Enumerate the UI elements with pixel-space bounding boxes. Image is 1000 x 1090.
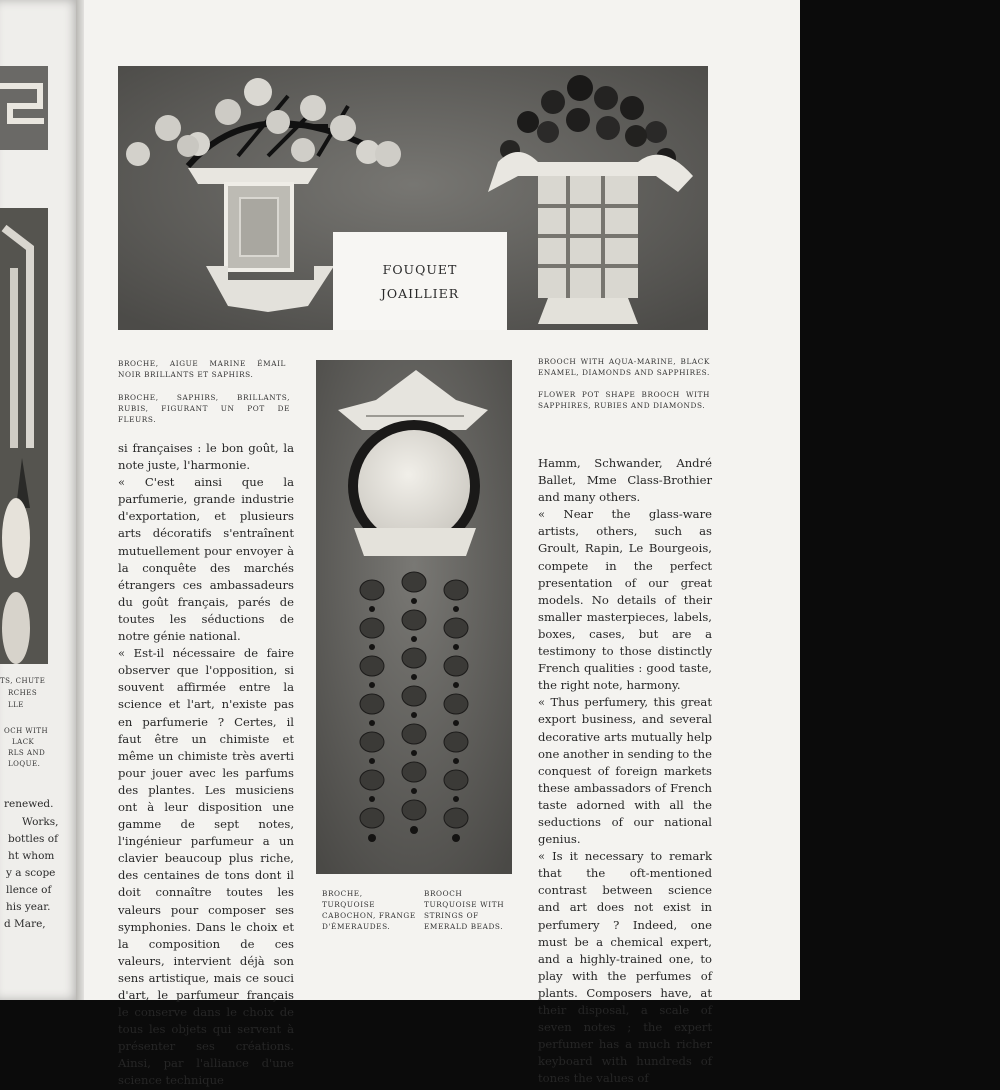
left-caption-line: RCHES bbox=[8, 689, 38, 697]
left-text-line: d Mare, bbox=[4, 918, 46, 930]
french-paragraph: « Est-il nécessaire de faire observer que l'opposition, si souvent affirmée entre la science et l'art, n'existe pas en parfumerie ? Certes, il faut être un chimiste et même un chimiste très averti pour jouer avec les parfums des plantes. Les musiciens ont à leur disposition une gamme de sept notes, l'ingénieur parfumeur a un clavier beaucoup plus riche, des centaines de tons dont il doit connaître toutes les valeurs pour composer ses symphonies. Dans le choix et la composition de ces valeurs, intervient déjà son sens artistique, mais ce souci d'art, le parfumeur français le conserve dans le choix de tous les objets qui servent à présenter ses créations. Ainsi, par l'alliance d'une science technique bbox=[118, 646, 294, 1088]
plaque-subtitle: JOAILLIER bbox=[380, 286, 460, 301]
left-caption-line: LACK bbox=[12, 738, 35, 746]
caption-fr-flowerpot: BROCHE, SAPHIRS, BRILLANTS, RUBIS, FIGURANT UN POT DE FLEURS. bbox=[118, 393, 290, 424]
left-text-line: renewed. bbox=[4, 798, 54, 810]
left-text-line: Works, bbox=[22, 816, 59, 828]
french-paragraph: si françaises : le bon goût, la note juste, l'harmonie. bbox=[118, 441, 294, 473]
caption-fr-turquoise: BROCHE, TURQUOISE CABOCHON, FRANGE D'ÉMERAUDES. bbox=[322, 889, 416, 931]
left-jewel-photo-main bbox=[0, 208, 48, 664]
left-text-line: llence of bbox=[6, 884, 52, 896]
left-text-line: his year. bbox=[6, 901, 51, 913]
plaque-title: FOUQUET bbox=[382, 262, 458, 277]
left-jewel-photo-top bbox=[0, 66, 48, 150]
left-caption-line: TS, CHUTE bbox=[0, 677, 46, 685]
left-caption-line: LOQUE. bbox=[8, 760, 41, 768]
english-paragraph: « Is it necessary to remark that the oft-mentioned contrast between science and art does not exist in perfumery ? Indeed, one must be a chemical expert, and a highly-trained one, to play with the perfumes of plants. Composers have, at their disposal, a scale of seven notes ; the expert perfumer has a much richer keyboard with hundreds of tones the values of bbox=[538, 849, 712, 1086]
left-text-line: bottles of bbox=[8, 833, 58, 845]
caption-en-aquamarine: BROOCH WITH AQUA-MARINE, BLACK ENAMEL, DIAMONDS AND SAPPHIRES. bbox=[538, 357, 710, 377]
fouquet-joaillier-plaque bbox=[333, 232, 507, 330]
caption-en-turquoise: BROOCH TURQUOISE WITH STRINGS OF EMERALD BEADS. bbox=[424, 889, 505, 931]
turquoise-brooch-photo bbox=[316, 360, 512, 874]
caption-en-flowerpot: FLOWER POT SHAPE BROOCH WITH SAPPHIRES, RUBIES AND DIAMONDS. bbox=[538, 390, 710, 410]
french-paragraph: « C'est ainsi que la parfumerie, grande industrie d'exportation, et plusieurs arts décoratifs s'entraînent mutuellement pour envoyer à la conquête des marchés étrangers ces ambassadeurs du goût français, parés de toutes les séductions de notre génie national. bbox=[118, 475, 294, 644]
left-text-line: ht whom bbox=[8, 850, 55, 862]
left-caption-line: RLS AND bbox=[8, 749, 46, 757]
english-text-column bbox=[538, 455, 712, 1087]
english-paragraph: « Near the glass-ware artists, others, such as Groult, Rapin, Le Bourgeois, compete in the perfect presentation of our great models. No details of their smaller masterpieces, labels, boxes, cases, but are a testimony to those distinctly French qualities : good taste, the right note, harmony. bbox=[538, 507, 712, 693]
french-text-column bbox=[118, 440, 294, 1090]
left-page-fragment bbox=[0, 0, 80, 1000]
left-caption-line: LLE bbox=[8, 701, 24, 709]
english-paragraph: Hamm, Schwander, André Ballet, Mme Class-Brothier and many others. bbox=[538, 456, 712, 505]
english-paragraph: « Thus perfumery, this great export business, and several decorative arts mutually help one another in sending to the conquest of foreign markets these ambassadors of French taste adorned with all the seductions of our national genius. bbox=[538, 695, 712, 847]
book-gutter bbox=[76, 0, 84, 1000]
left-text-line: y a scope bbox=[6, 867, 56, 879]
left-caption-line: OCH WITH bbox=[4, 727, 49, 735]
caption-fr-aquamarine: BROCHE, AIGUE MARINE ÉMAIL NOIR BRILLANTS ET SAPHIRS. bbox=[118, 359, 286, 379]
